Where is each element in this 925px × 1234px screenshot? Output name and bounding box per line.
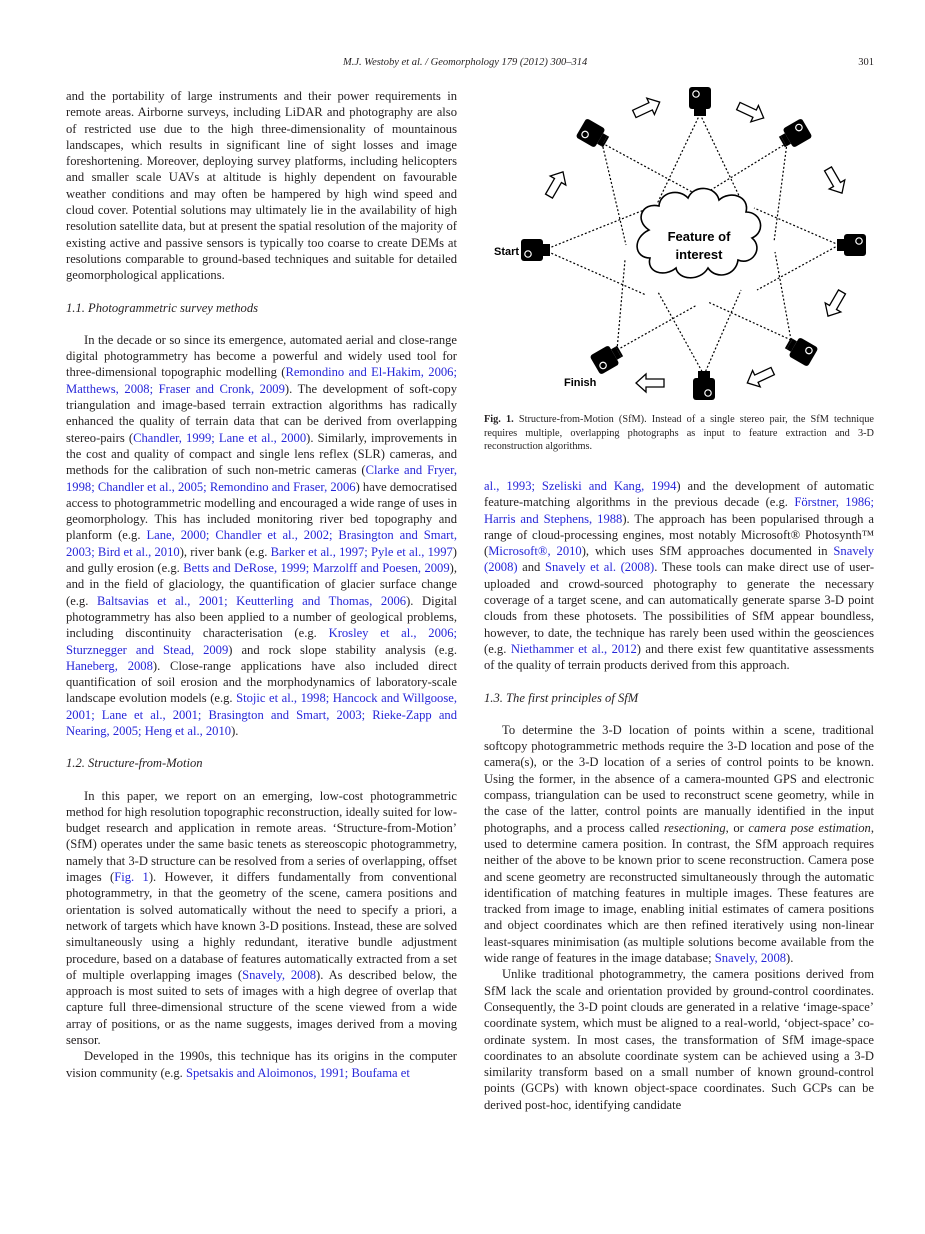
- right-column: [484, 478, 874, 1113]
- section-heading-1-3: 1.3. The first principles of SfM: [484, 690, 639, 705]
- start-label: Start: [494, 246, 520, 258]
- camera-icon: [521, 239, 550, 261]
- camera-icon: [776, 118, 812, 152]
- camera-icon: [837, 234, 866, 256]
- cloud-label-line1: Feature of: [667, 229, 731, 244]
- citation-link[interactable]: Snavely, 2008: [242, 967, 317, 982]
- citation-link[interactable]: Barker et al., 1997; Pyle et al., 1997: [270, 544, 453, 559]
- paragraph-sfm-origins-continued: al., 1993; Szeliski and Kang, 1994) and the development of automatic feature-matching algorithms in the previous decade (e.g. Förstner, 1986; Harris and Stephens, 1988). The approach has been popularised through a range of cloud-processing engines, most notably Microsoft® Photosynth™ (Microsoft®, 2010), which uses SfM approaches documented in Snavely (2008) and Snavely et al. (2008). These tools can make direct use of user-uploaded and crowd-sourced photography to generate the necessary coverage of a target scene, and can automatically generate sparse 3-D point clouds from these photosets. The possibilities of SfM appear boundless, however, to date, the technique has rarely been used within the geosciences (e.g. Niethammer et al., 2012) and there exist few quantitative assessments of the quality of terrain products derived from this approach.: [484, 479, 875, 673]
- figure-link[interactable]: Fig. 1: [114, 870, 149, 885]
- citation-link[interactable]: Snavely, 2008: [714, 951, 787, 966]
- citation-link[interactable]: Förstner, 1986; Harris and Stephens, 1988: [484, 495, 874, 526]
- citation-link[interactable]: Spetsakis and Aloimonos, 1991; Boufama et: [185, 1065, 410, 1080]
- sfm-diagram-svg: [484, 80, 874, 402]
- citation-link[interactable]: Krosley et al., 2006; Sturznegger and Stead, 2009: [66, 626, 457, 657]
- paragraph-photogrammetric-methods: In the decade or so since its emergence, automated aerial and close-range digital photogrammetry has become a powerful and widely used tool for three-dimensional topographic modelling (Remondino and El-Hakim, 2006; Matthews, 2008; Fraser and Cronk, 2009). The development of soft-copy triangulation and image-based terrain extraction algorithms has radically enhanced the quality of terrain data that can be derived from overlapping stereo-pairs (Chandler, 1999; Lane et al., 2000). Similarly, improvements in the cost and quality of compact and single lens reflex (SLR) cameras, and methods for the calibration of such non-metric cameras (Clarke and Fryer, 1998; Chandler et al., 2005; Remondino and Fraser, 2006) have democratised access to photogrammetric modelling and encouraged a wide range of uses in geomorphology. This has included monitoring river bed topography and planform (e.g. Lane, 2000; Chandler et al., 2002; Brasington and Smart, 2003; Bird et al., 2010), river bank (e.g. Barker et al., 1997; Pyle et al., 1997) and gully erosion (e.g. Betts and DeRose, 1999; Marzolff and Poesen, 2009), and in the field of glaciology, the quantification of glacier surface change (e.g. Baltsavias et al., 2001; Keutterling and Thomas, 2006). Digital photogrammetry has also been applied to a number of geological problems, including discontinuity characterisation (e.g. Krosley et al., 2006; Sturznegger and Stead, 2009) and rock slope stability analysis (e.g. Haneberg, 2008). Close-range applications have also included direct quantification of soil erosion and the morphodynamics of laboratory-scale landscape evolution models (e.g. Stojic et al., 1998; Hancock and Willgoose, 2001; Lane et al., 2001; Brasington and Smart, 2003; Rieke-Zapp and Nearing, 2005; Heng et al., 2010).: [66, 332, 458, 738]
- citation-link[interactable]: al., 1993; Szeliski and Kang, 1994: [484, 479, 677, 493]
- running-title: M.J. Westoby et al. / Geomorphology 179 (2012) 300–314: [343, 57, 588, 68]
- arrow-icon: [735, 98, 768, 126]
- running-header: [66, 57, 874, 71]
- arrow-icon: [820, 287, 850, 320]
- cloud-label-line2: interest: [675, 247, 723, 262]
- citation-link[interactable]: Betts and DeRose, 1999; Marzolff and Poesen, 2009: [183, 561, 450, 576]
- figure-sfm-diagram: [484, 80, 874, 402]
- paragraph-coordinate-systems: Unlike traditional photogrammetry, the camera positions derived from SfM lack the scale and orientation provided by ground-control coordinates. Consequently, the 3-D point clouds are generated in a relative ‘image-space’ coordinate system, which must be aligned to a real-world, ‘object-space’ co-ordinate system. In most cases, the transformation of SfM image-space coordinates to an absolute coordinate system can be achieved using a 3-D similarity transform based on a small number of known ground-control points (GCPs) with known object-space coordinates. Such GCPs can be derived post-hoc, identifying candidate: [484, 967, 874, 1112]
- camera-icon: [693, 371, 715, 400]
- section-heading-1-1: 1.1. Photogrammetric survey methods: [66, 300, 259, 315]
- citation-link[interactable]: Snavely et al. (2008): [544, 560, 655, 575]
- citation-link[interactable]: Lane, 2000; Chandler et al., 2002; Brasington and Smart, 2003; Bird et al., 2010: [66, 528, 457, 559]
- paragraph-first-principles: To determine the 3-D location of points within a scene, traditional softcopy photogrammetric methods require the 3-D location and pose of the camera(s), or the 3-D location of a series of control points to be known. Using the former, in the absence of a camera-mounted GPS and electronic compass, triangulation can be used to reconstruct scene geometry, while in the case of the latter, control points are manually identified in the input photographs, and a process called resectioning, or camera pose estimation, used to determine camera position. In contrast, the SfM approach requires neither of the above to be known prior to scene reconstruction. Camera pose and scene geometry are reconstructed simultaneously through the automatic identification of matching features in multiple images. These features are tracked from image to image, enabling initial estimates of camera positions and object coordinates which are then refined iteratively using non-linear least-squares minimisation (as multiple solutions become available from the wide range of features in the image database; Snavely, 2008).: [484, 722, 874, 966]
- arrow-icon: [631, 94, 664, 122]
- citation-link[interactable]: Microsoft®, 2010: [488, 544, 582, 559]
- paragraph-sfm-origins: Developed in the 1990s, this technique has its origins in the computer vision community (e.g. Spetsakis and Aloimonos, 1991; Boufama et: [66, 1049, 457, 1080]
- camera-icon: [576, 118, 612, 152]
- left-column: [66, 88, 457, 1081]
- citation-link[interactable]: Baltsavias et al., 2001; Keutterling and Thomas, 2006: [96, 593, 407, 608]
- arrow-icon: [820, 164, 850, 197]
- citation-link[interactable]: Stojic et al., 1998; Hancock and Willgoose, 2001; Lane et al., 2001; Brasington and Smart, 2003; Rieke-Zapp and Nearing, 2005; Heng et al., 2010: [66, 691, 457, 738]
- arrow-icon: [636, 374, 664, 392]
- arrow-icon: [541, 167, 571, 200]
- page-number: 301: [858, 57, 874, 68]
- camera-icon: [782, 333, 818, 367]
- paragraph-intro-continued: and the portability of large instruments and their power requirements in remote areas. Airborne surveys, including LiDAR and photography are also of restricted use due to the high three-dimensionality of mountainous landscapes, which results in significant line of sight losses and image foreshortening. Moreover, deploying survey platforms, including helicopters and smaller scale UAVs at altitude is highly dependent on favourable weather conditions and may often be hampered by high wind speed and cloud cover. Potential solutions may ultimately lie in the availability of high resolution satellite data, but at present the spatial resolution of the majority of existing active and passive sensors is typically too coarse to create DEMs at resolutions comparable to ground-based techniques and suitable for detailed geomorphological applications.: [66, 89, 457, 283]
- finish-label: Finish: [564, 377, 597, 389]
- figure-caption: Fig. 1. Structure-from-Motion (SfM). Instead of a single stereo pair, the SfM technique requires multiple, overlapping photographs as input to feature extraction and 3-D reconstruction algorithms.: [484, 414, 875, 453]
- citation-link[interactable]: Clarke and Fryer, 1998; Chandler et al., 2005; Remondino and Fraser, 2006: [66, 463, 457, 494]
- figure-caption-label: Fig. 1.: [484, 414, 514, 425]
- camera-icon: [590, 341, 626, 375]
- camera-icon: [689, 87, 711, 116]
- citation-link[interactable]: Remondino and El-Hakim, 2006; Matthews, 2008; Fraser and Cronk, 2009: [66, 365, 457, 396]
- section-heading-1-2: 1.2. Structure-from-Motion: [66, 756, 203, 771]
- citation-link[interactable]: Snavely (2008): [484, 544, 874, 575]
- citation-link[interactable]: Chandler, 1999; Lane et al., 2000: [133, 430, 307, 445]
- arrow-icon: [744, 363, 777, 391]
- citation-link[interactable]: Haneberg, 2008: [66, 658, 153, 673]
- paragraph-sfm-intro: In this paper, we report on an emerging, low-cost photogrammetric method for high resolution topographic reconstruction, ideally suited for low-budget research and application in remote areas. ‘Structure-from-Motion’ (SfM) operates under the same basic tenets as stereoscopic photogrammetry, namely that 3-D structure can be resolved from a series of overlapping, offset images (Fig. 1). However, it differs fundamentally from conventional photogrammetry, in that the geometry of the scene, camera positions and orientation is solved automatically without the need to specify a priori, a network of targets which have known 3-D positions. Instead, these are solved simultaneously using a highly redundant, iterative bundle adjustment procedure, based on a database of features automatically extracted from a set of multiple overlapping images (Snavely, 2008). As described below, the approach is most suited to sets of images with a high degree of overlap that capture full three-dimensional structure of the scene viewed from a wide array of positions, or as the name suggests, images derived from a moving sensor.: [66, 788, 458, 1048]
- citation-link[interactable]: Niethammer et al., 2012: [510, 641, 637, 656]
